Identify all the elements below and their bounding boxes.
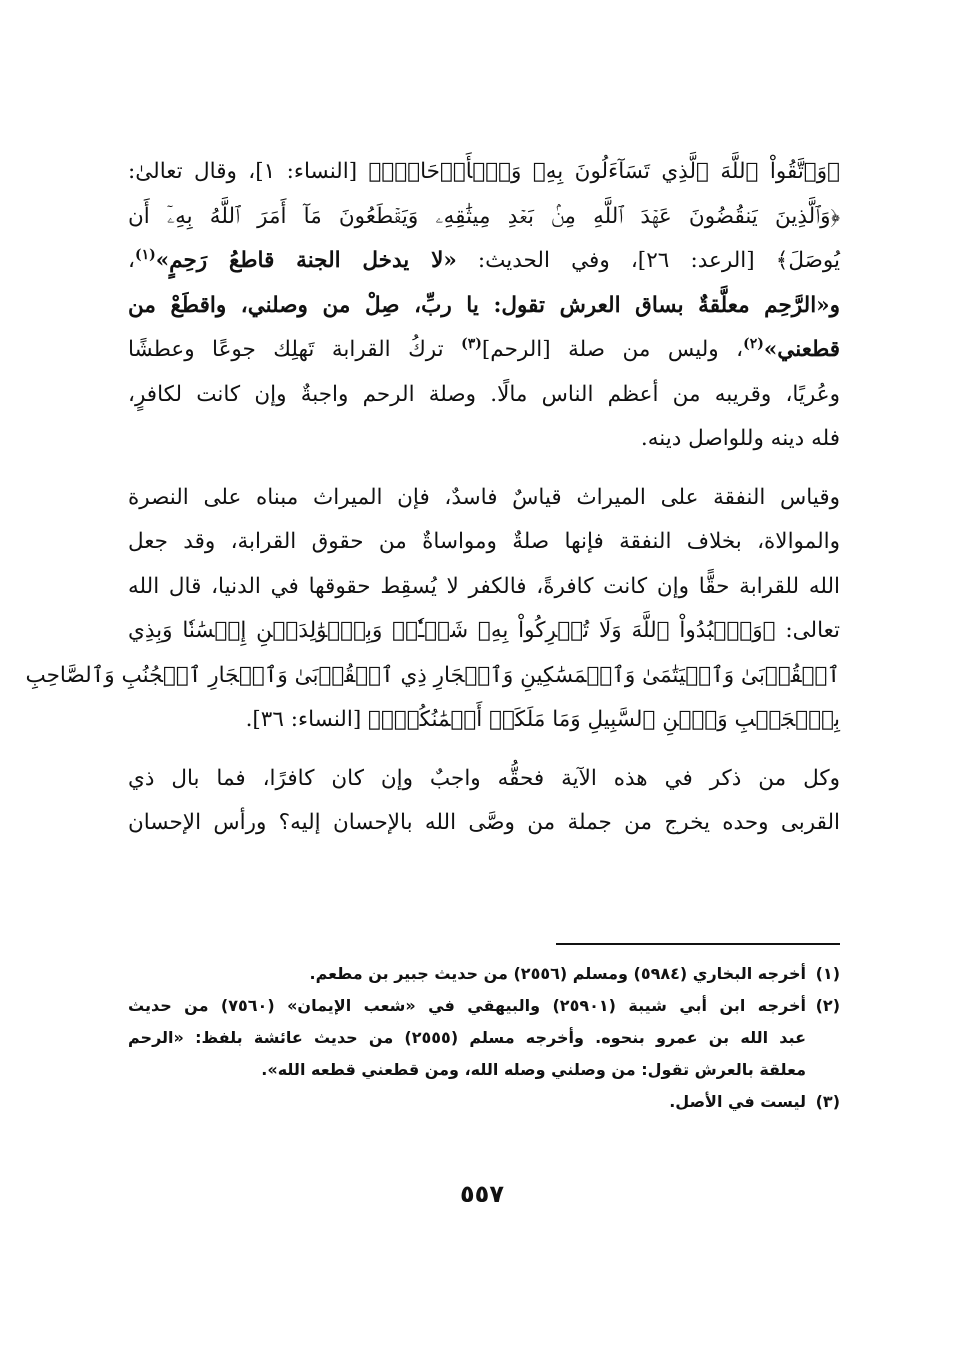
- footnote-text: [128, 1086, 806, 1118]
- hadith-quote-1: «لا يدخل الجنة قاطعُ رَحِمٍ»: [155, 248, 457, 273]
- paragraph-3: [128, 757, 840, 846]
- paragraph-1-line-5-text: ، وليس من صلة [الرحم]: [481, 337, 744, 362]
- paragraph-1-line-2: ﴿وَٱلَّذِينَ يَنقُضُونَ عَهۡدَ ٱللَّهِ مِنۢ بَعۡدِ مِيثَٰقِهِۦ وَيَقۡطَعُونَ مَآ أَمَرَ ٱللَّهُ بِهِۦٓ أَن: [128, 203, 840, 229]
- footnote-separator: [556, 943, 840, 945]
- footnote-line: عبد الله بن عمرو بنحوه. وأخرجه مسلم (٢٥٥٥) من حديث عائشة بلفظ: «الرحم: [128, 1028, 807, 1047]
- paragraph-2: [25, 476, 840, 743]
- footnote-1: [128, 958, 840, 990]
- footnote-number: (١): [815, 964, 840, 983]
- hadith-quote-2: «الرَّحِم معلَّقةٌ بساق العرش تقول: يا ربِّ، صِلْ من وصلني، واقطَعْ من: [128, 292, 830, 318]
- footnote-marker-1: (١): [134, 246, 156, 263]
- footnote-line: أخرجه ابن أبي شيبة (٢٥٩٠١) والبيهقي في «شعب الإيمان» (٧٥٦٠) من حديث: [128, 996, 807, 1015]
- paragraph-1-line-6: وعُريًا، وقريبه من أعظم الناس مالًا. وصلة الرحم واجبةٌ وإن كانت لكافرٍ،: [128, 381, 840, 407]
- paragraph-1-line-5: [128, 328, 840, 373]
- paragraph-3-line-1: وكل من ذكر في هذه الآية فحقُّه واجبٌ وإن كان كافرًا، فما بال ذي: [128, 765, 840, 791]
- footnote-3: [128, 1086, 840, 1118]
- paragraph-1-line-4-prefix: و: [829, 292, 840, 318]
- footnote-2: [128, 990, 840, 1086]
- paragraph-2-line-1: وقياس النفقة على الميراث قياسٌ فاسدٌ، فإن الميراث مبناه على النصرة: [128, 484, 840, 510]
- footnote-line: ليست في الأصل.: [669, 1092, 806, 1111]
- footnote-number: (٢): [815, 996, 840, 1015]
- footnote-marker-3: (٣): [461, 335, 482, 352]
- footnote-line: معلقة بالعرش تقول: من وصلني وصله الله، ومن قطعني قطعه الله».: [261, 1060, 806, 1079]
- paragraph-2-line-4: تعالى: ﴿وَٱعۡبُدُواْ ٱللَّهَ وَلَا تُشۡرِكُواْ بِهِۦ شَيۡـٔٗاۖ وَبِٱلۡوَٰلِدَيۡنِ إِحۡسَٰنٗا وَبِذِي: [128, 618, 840, 643]
- footnote-text: [128, 990, 806, 1086]
- paragraph-1-line-3-verse: يُوصَلَ﴾ [الرعد: ٢٦]، وفي الحديث:: [456, 248, 841, 273]
- footnote-number: (٣): [815, 1092, 840, 1111]
- paragraph-1-line-7: فله دينه وللواصل دينه.: [640, 426, 840, 451]
- paragraph-2-line-2: والموالاة، بخلاف النفقة فإنها صلةٌ ومواساةٌ من حقوق القرابة، وقد جعل: [128, 529, 840, 554]
- hadith-quote-2-end: قطعني»: [763, 337, 840, 362]
- footnotes: [128, 958, 840, 1118]
- paragraph-1-line-1: ﴿وَٱتَّقُواْ ٱللَّهَ ٱلَّذِي تَسَآءَلُونَ بِهِۦ وَٱلۡأَرۡحَامَۚ﴾ [النساء: ١]، وقال تعالىٰ:: [128, 159, 840, 184]
- paragraph-1-line-5-tail: تركُ القرابة تَهلِك جوعًا وعطشًا: [128, 337, 462, 362]
- paragraph-1: [128, 150, 840, 462]
- paragraph-2-line-6: بِٱلۡجَنۢبِ وَٱبۡنِ ٱلسَّبِيلِ وَمَا مَلَكَتۡ أَيۡمَٰنُكُمۡۗ﴾ [النساء: ٣٦].: [245, 707, 840, 732]
- paragraph-1-line-4: [128, 284, 840, 329]
- page-body: [25, 150, 841, 846]
- footnote-marker-2: (٢): [743, 335, 764, 352]
- paragraph-1-line-3: [128, 239, 840, 284]
- page-number: ٥٥٧: [460, 1180, 504, 1208]
- paragraph-1-line-3-tail: ،: [128, 248, 135, 273]
- footnote-text: [128, 958, 806, 990]
- paragraph-3-line-2: القربى وحده يخرج من جملة من وصَّى الله بالإحسان إليه؟ ورأس الإحسان: [128, 810, 840, 835]
- paragraph-2-line-5: ٱلۡقُرۡبَىٰ وَٱلۡيَتَٰمَىٰ وَٱلۡمَسَٰكِينِ وَٱلۡجَارِ ذِي ٱلۡقُرۡبَىٰ وَٱلۡجَارِ ٱلۡجُنُبِ وَٱلصَّاحِبِ: [25, 662, 840, 688]
- paragraph-2-line-3: الله للقرابة حقًّا وإن كانت كافرةً، فالكفر لا يُسقِط حقوقها في الدنيا، قال الله: [128, 573, 840, 599]
- footnote-line: أخرجه البخاري (٥٩٨٤) ومسلم (٢٥٥٦) من حديث جبير بن مطعم.: [309, 964, 806, 983]
